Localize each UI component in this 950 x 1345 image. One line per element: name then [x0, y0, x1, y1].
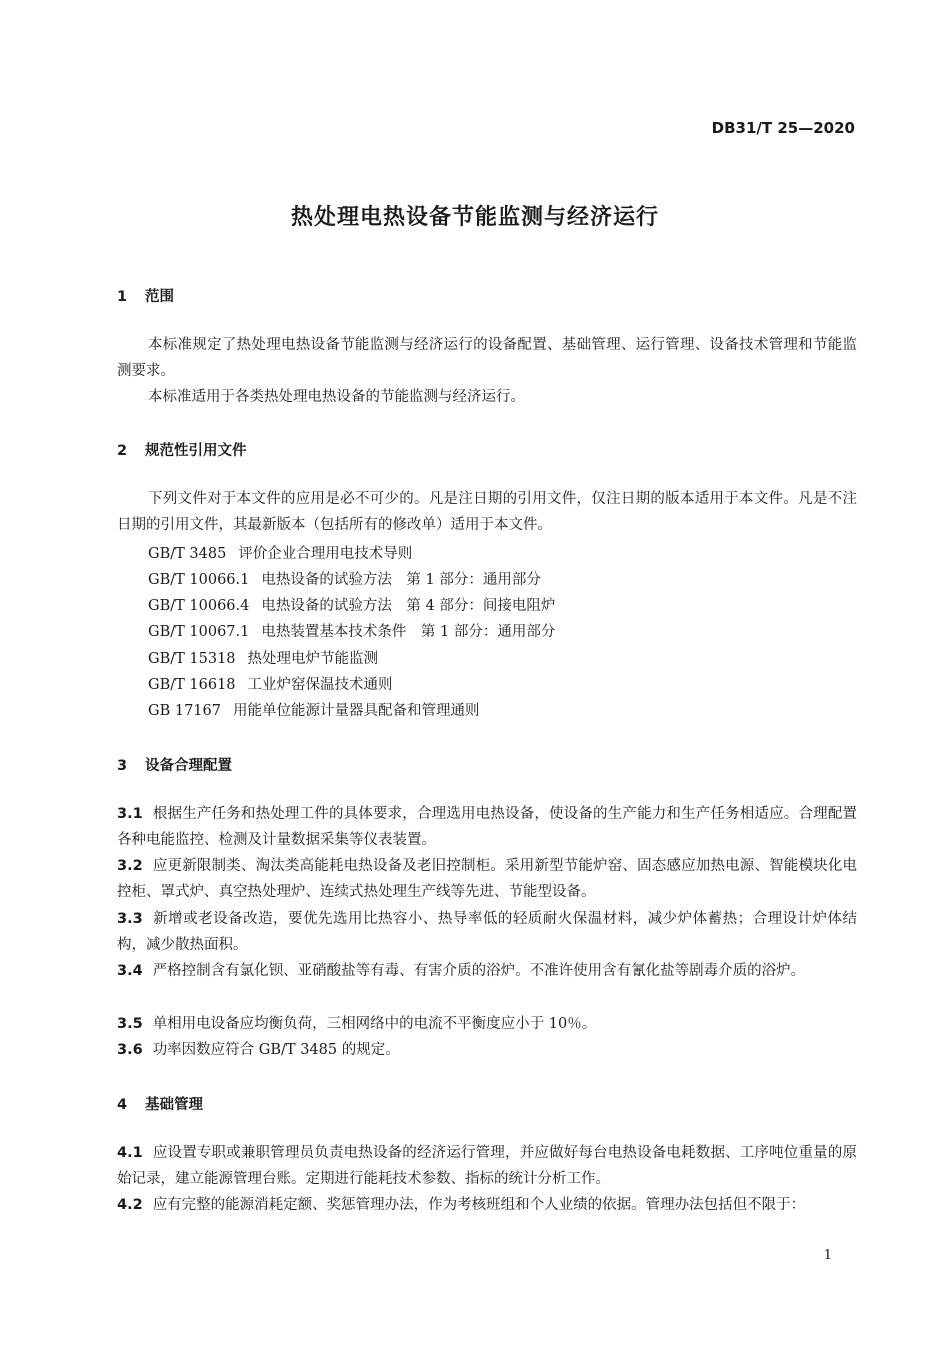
reference-title: 热处理电炉节能监测	[247, 651, 379, 667]
section-number: 2	[117, 443, 128, 459]
reference-title: 电热设备的试验方法 第 4 部分：间接电阻炉	[261, 598, 556, 614]
reference-title: 电热装置基本技术条件 第 1 部分：通用部分	[261, 624, 556, 640]
clause-number: 3.3	[117, 911, 143, 927]
document-title: 热处理电热设备节能监测与经济运行	[290, 205, 659, 230]
section-number: 3	[117, 758, 128, 774]
clause-number: 4.2	[117, 1197, 143, 1213]
clause-text: 功率因数应符合 GB/T 3485 的规定。	[152, 1042, 400, 1058]
reference-item	[148, 673, 393, 694]
clause	[117, 906, 857, 958]
reference-item	[148, 594, 555, 615]
clause	[117, 1037, 857, 1063]
reference-title: 工业炉窑保温技术通则	[247, 677, 393, 693]
section-title: 规范性引用文件	[145, 443, 247, 459]
reference-code: GB/T 10066.4	[148, 598, 250, 614]
clause-text: 新增或老设备改造，要优先选用比热容小、热导率低的轻质耐火保温材料，减少炉体蓄热；合理设计炉体结构，减少散热面积。	[117, 911, 857, 953]
section-title: 设备合理配置	[145, 758, 232, 774]
section-title: 基础管理	[145, 1097, 203, 1113]
section-title: 范围	[145, 289, 174, 305]
reference-item	[148, 620, 555, 641]
clause-number: 3.2	[117, 858, 143, 874]
clause	[117, 1140, 857, 1192]
reference-item	[148, 568, 541, 589]
reference-code: GB/T 10066.1	[148, 572, 250, 588]
reference-code: GB/T 15318	[148, 651, 236, 667]
reference-title: 评价企业合理用电技术导则	[238, 546, 413, 562]
page-number: 1	[823, 1248, 832, 1263]
clause	[117, 1011, 857, 1037]
clause	[117, 853, 857, 905]
reference-title: 电热设备的试验方法 第 1 部分：通用部分	[261, 572, 541, 588]
clause	[117, 958, 857, 984]
clause-text: 应有完整的能源消耗定额、奖惩管理办法，作为考核班组和个人业绩的依据。管理办法包括但不限于：	[152, 1197, 806, 1213]
paragraph: 本标准适用于各类热处理电热设备的节能监测与经济运行。	[148, 389, 525, 405]
clause-number: 3.4	[117, 963, 143, 979]
reference-title: 用能单位能源计量器具配备和管理通则	[232, 703, 480, 719]
reference-code: GB/T 16618	[148, 677, 236, 693]
section-number: 4	[117, 1097, 128, 1113]
clause-text: 单相用电设备应均衡负荷，三相网络中的电流不平衡度应小于 10％。	[152, 1016, 597, 1032]
section-2-heading	[117, 439, 247, 460]
clause-text: 应设置专职或兼职管理员负责电热设备的经济运行管理，并应做好每台电热设备电耗数据、工序吨位重量的原始记录，建立能源管理台账。定期进行能耗技术参数、指标的统计分析工作。	[117, 1145, 857, 1187]
clause-number: 3.5	[117, 1016, 143, 1032]
standard-code: DB31/T 25—2020	[711, 119, 855, 137]
clause	[117, 801, 857, 853]
clause-number: 3.6	[117, 1042, 143, 1058]
section-1-heading	[117, 285, 174, 306]
reference-code: GB 17167	[148, 703, 221, 719]
reference-code: GB/T 10067.1	[148, 624, 250, 640]
clause-number: 4.1	[117, 1145, 143, 1161]
section-number: 1	[117, 289, 128, 305]
reference-item	[148, 647, 378, 668]
clause-text: 根据生产任务和热处理工件的具体要求，合理选用电热设备，使设备的生产能力和生产任务相适应。合理配置各种电能监控、检测及计量数据采集等仪表装置。	[117, 806, 857, 848]
paragraph: 下列文件对于本文件的应用是必不可少的。凡是注日期的引用文件，仅注日期的版本适用于本文件。凡是不注日期的引用文件，其最新版本（包括所有的修改单）适用于本文件。	[117, 491, 857, 533]
section-4-heading	[117, 1093, 203, 1114]
clause-number: 3.1	[117, 806, 143, 822]
clause-text: 应更新限制类、淘汰类高能耗电热设备及老旧控制柜。采用新型节能炉窑、固态感应加热电源、智能模块化电控柜、罩式炉、真空热处理炉、连续式热处理生产线等先进、节能型设备。	[117, 858, 857, 900]
reference-code: GB/T 3485	[148, 546, 227, 562]
clause	[117, 1192, 857, 1218]
clause-text: 严格控制含有氯化钡、亚硝酸盐等有毒、有害介质的浴炉。不准许使用含有氰化盐等剧毒介质的浴炉。	[152, 963, 806, 979]
reference-item	[148, 542, 412, 563]
section-3-heading	[117, 754, 232, 775]
reference-item	[148, 699, 479, 720]
paragraph: 本标准规定了热处理电热设备节能监测与经济运行的设备配置、基础管理、运行管理、设备技术管理和节能监测要求。	[117, 337, 857, 379]
